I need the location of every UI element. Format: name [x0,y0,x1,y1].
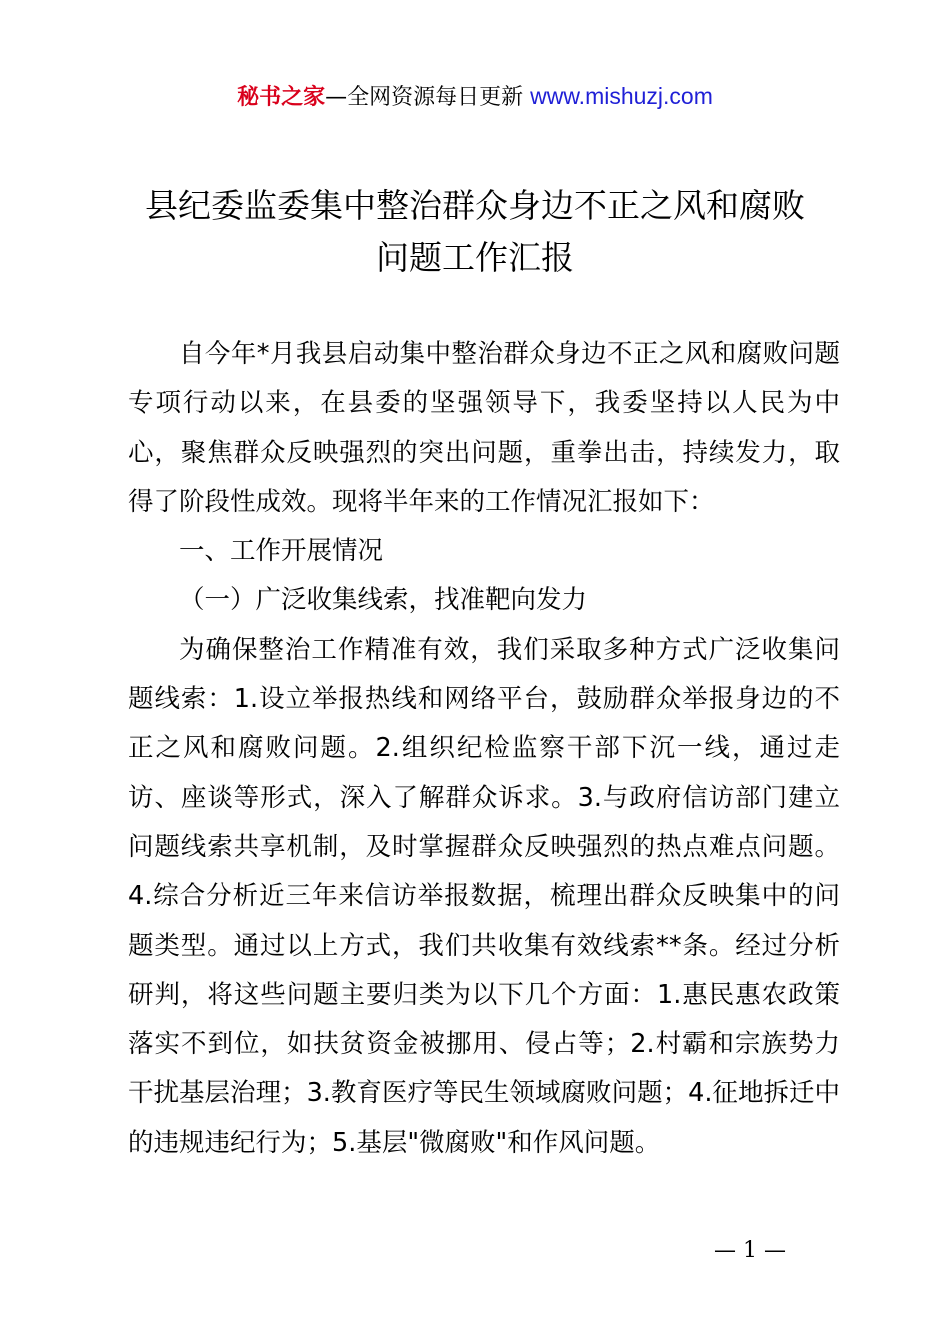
document-title-line-1: 县纪委监委集中整治群众身边不正之风和腐败 [145,186,805,225]
document-title-line-2: 问题工作汇报 [376,238,574,277]
site-tagline: —全网资源每日更新 [325,85,524,110]
site-header [0,80,950,114]
site-brand: 秘书之家 [237,85,326,110]
section-heading: 一、工作开展情况 [179,536,384,567]
subsection-heading: （一）广泛收集线索，找准靶向发力 [179,585,588,616]
page-number: — 1 — [714,1238,786,1263]
document-body [128,330,840,1168]
document-title [100,180,850,284]
intro-paragraph: 自今年*月我县启动集中整治群众身边不正之风和腐败问题专项行动以来，在县委的坚强领导下，我委坚持以人民为中心，聚焦群众反映强烈的突出问题，重拳出击，持续发力，取得了阶段性成效。现将半年来的工作情况汇报如下： [128,339,840,517]
site-url-link[interactable]: www.mishuzj.com [530,83,713,109]
body-paragraph: 为确保整治工作精准有效，我们采取多种方式广泛收集问题线索：1.设立举报热线和网络平台，鼓励群众举报身边的不正之风和腐败问题。2.组织纪检监察干部下沉一线，通过走访、座谈等形式，深入了解群众诉求。3.与政府信访部门建立问题线索共享机制，及时掌握群众反映强烈的热点难点问题。4.综合分析近三年来信访举报数据，梳理出群众反映集中的问题类型。通过以上方式，我们共收集有效线索**条。经过分析研判，将这些问题主要归类为以下几个方面：1.惠民惠农政策落实不到位，如扶贫资金被挪用、侵占等；2.村霸和宗族势力干扰基层治理；3.教育医疗等民生领域腐败问题；4.征地拆迁中的违规违纪行为；5.基层"微腐败"和作风问题。 [128,634,840,1158]
